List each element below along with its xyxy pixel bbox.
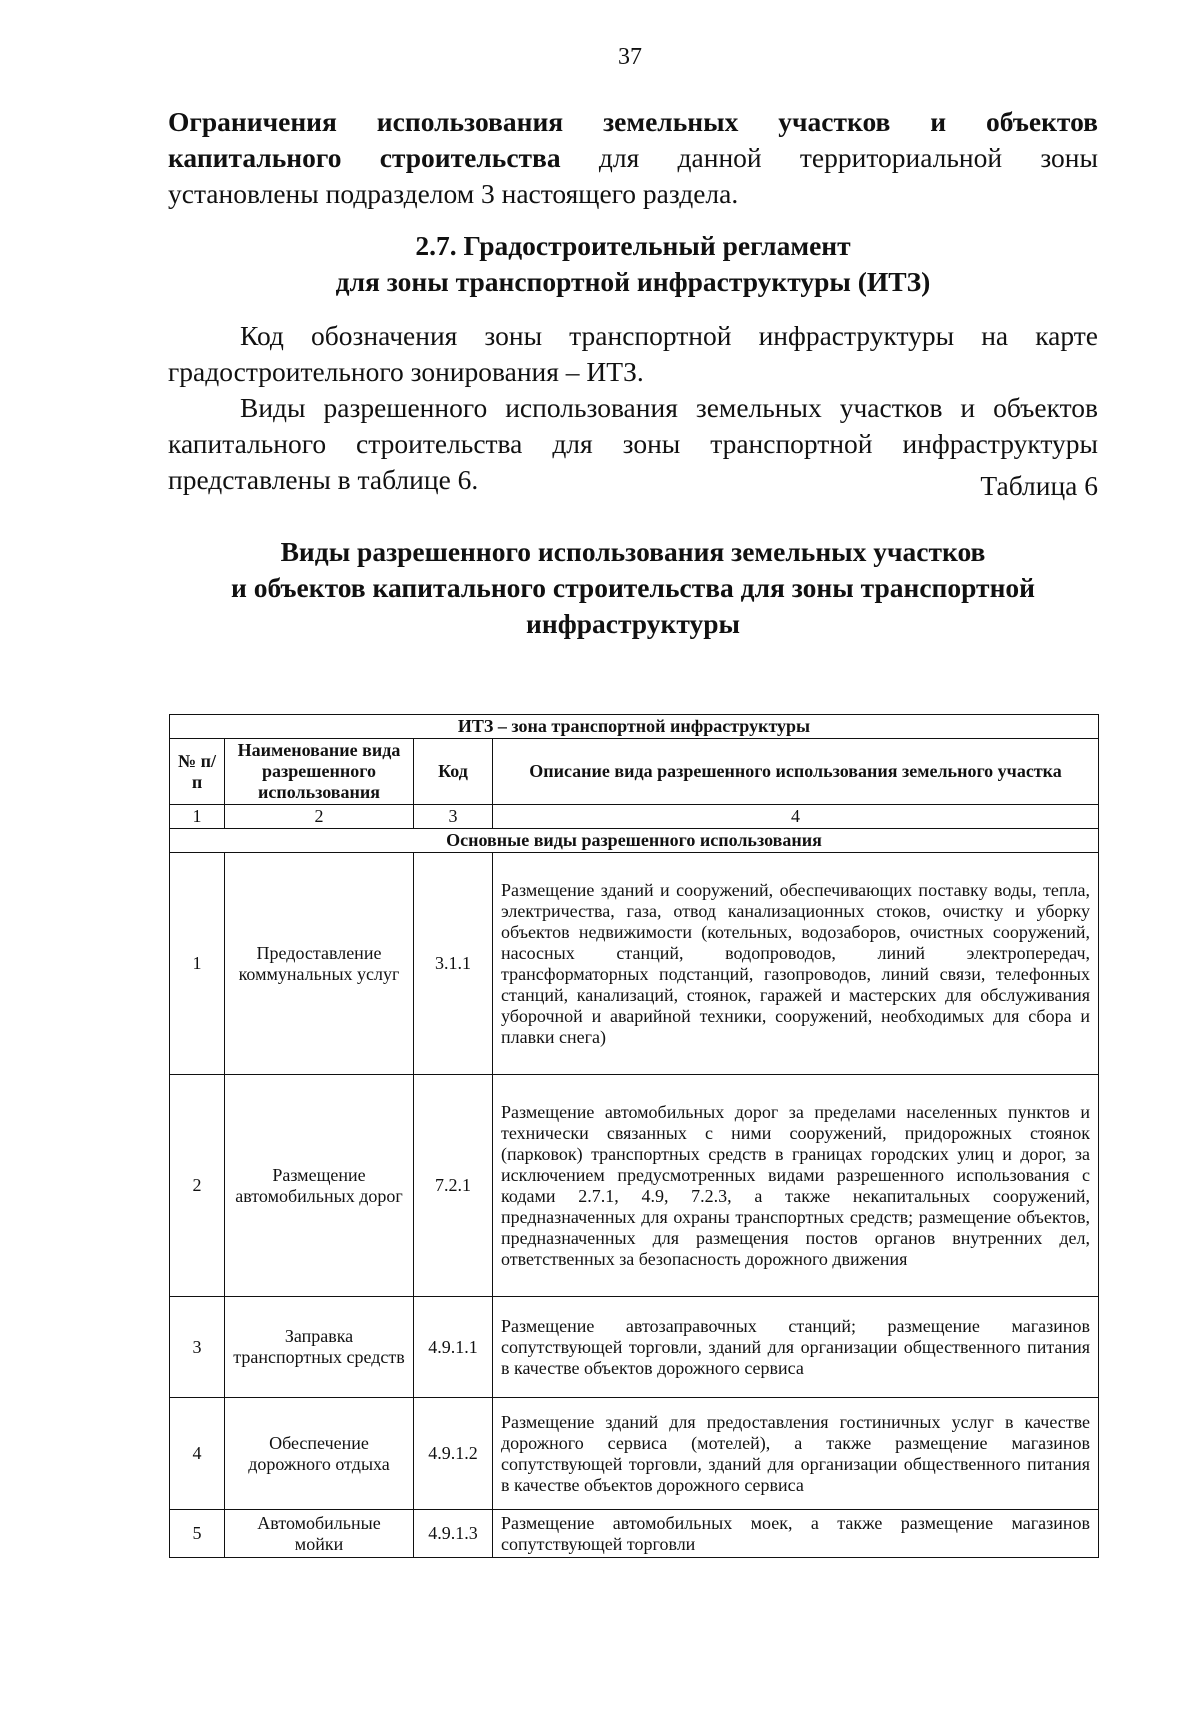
table-title-line1: Виды разрешенного использования земельных участков (280, 536, 986, 567)
table-title (168, 534, 1098, 642)
row-code-cell: 3.1.1 (414, 853, 493, 1075)
row-code-cell: 4.9.1.2 (414, 1398, 493, 1510)
row-description-cell: Размещение зданий для предоставления гостиничных услуг в качестве дорожного сервиса (мотелей), а также размещение магазинов сопутствующей торговли, зданий для организации общественного питания в качестве объектов дорожного сервиса (493, 1398, 1099, 1510)
paragraph-uses-line2: капитального строительства для зоны транспортной инфраструктуры (168, 428, 1098, 459)
row-code-cell: 4.9.1.1 (414, 1297, 493, 1398)
table-label: Таблица 6 (980, 470, 1098, 501)
row-name-cell: Обеспечение дорожного отдыха (225, 1398, 414, 1510)
column-number-cell: 2 (225, 805, 414, 829)
row-num-cell: 3 (170, 1297, 225, 1398)
row-description-cell: Размещение автомобильных дорог за пределами населенных пунктов и технически связанных с ними сооружений, придорожных стоянок (парковок) транспортных средств в границах городских улиц и дорог, за исключением предусмотренных видами разрешенного использования с кодами 2.7.1, 4.9, 7.2.3, а также некапитальных сооружений, предназначенных для охраны транспортных средств; размещение объектов, предназначенных для размещения постов органов внутренних дел, ответственных за безопасность дорожного движения (493, 1075, 1099, 1297)
column-number-cell: 1 (170, 805, 225, 829)
intro-rest-text: для данной территориальной зоны (560, 142, 1098, 173)
header-row (170, 739, 1099, 805)
section-title-row (170, 829, 1099, 853)
row-name-cell: Заправка транспортных средств (225, 1297, 414, 1398)
table-title-line3: инфраструктуры (526, 608, 740, 639)
row-name-cell: Автомобильные мойки (225, 1510, 414, 1558)
header-name: Наименование вида разрешенного использования (225, 739, 414, 805)
section-heading (168, 228, 1098, 300)
table-row (170, 1398, 1099, 1510)
zone-title-row (170, 715, 1099, 739)
row-name-cell: Предоставление коммунальных услуг (225, 853, 414, 1075)
row-code-cell: 7.2.1 (414, 1075, 493, 1297)
paragraph-uses-line1: Виды разрешенного использования земельных участков и объектов (240, 392, 1098, 423)
header-description: Описание вида разрешенного использования земельного участка (493, 739, 1099, 805)
table-title-line2: и объектов капитального строительства для зоны транспортной (230, 572, 1036, 603)
section-heading-line2: для зоны транспортной инфраструктуры (ИТЗ) (335, 266, 931, 297)
header-code: Код (414, 739, 493, 805)
paragraph-zone-code-line1: Код обозначения зоны транспортной инфраструктуры на карте (240, 320, 1098, 351)
row-num-cell: 5 (170, 1510, 225, 1558)
intro-last-line: установлены подразделом 3 настоящего раздела. (168, 178, 739, 209)
paragraph-uses-line3: представлены в таблице 6. (168, 464, 479, 495)
table-row (170, 1075, 1099, 1297)
row-code-cell: 4.9.1.3 (414, 1510, 493, 1558)
column-number-cell: 4 (493, 805, 1099, 829)
paragraph-zone-code-line2: градостроительного зонирования – ИТЗ. (168, 356, 644, 387)
row-description-cell: Размещение зданий и сооружений, обеспечивающих поставку воды, тепла, электричества, газа, отвод канализационных стоков, очистку и уборку объектов недвижимости (котельных, водозаборов, очистных сооружений, насосных станций, водопроводов, линий электропередач, трансформаторных подстанций, газопроводов, линий связи, телефонных станций, канализаций, стоянок, гаражей и мастерских для обслуживания уборочной и аварийной техники, сооружений, необходимых для сбора и плавки снега) (493, 853, 1099, 1075)
table-row (170, 1297, 1099, 1398)
section-heading-line1: 2.7. Градостроительный регламент (415, 230, 851, 261)
zone-title-cell: ИТЗ – зона транспортной инфраструктуры (170, 715, 1099, 739)
row-num-cell: 1 (170, 853, 225, 1075)
table-row (170, 853, 1099, 1075)
row-description-cell: Размещение автомобильных моек, а также размещение магазинов сопутствующей торговли (493, 1510, 1099, 1558)
regulation-table (169, 714, 1099, 1558)
intro-bold-text: Ограничения использования земельных участков и объектов капитального строительства (168, 106, 1098, 173)
column-number-row (170, 805, 1099, 829)
intro-paragraph (168, 104, 1098, 176)
row-num-cell: 2 (170, 1075, 225, 1297)
header-num: № п/п (170, 739, 225, 805)
table-row (170, 1510, 1099, 1558)
row-num-cell: 4 (170, 1398, 225, 1510)
row-name-cell: Размещение автомобильных дорог (225, 1075, 414, 1297)
page-number: 37 (618, 44, 642, 70)
section-title-cell: Основные виды разрешенного использования (170, 829, 1099, 853)
row-description-cell: Размещение автозаправочных станций; размещение магазинов сопутствующей торговли, зданий для организации общественного питания в качестве объектов дорожного сервиса (493, 1297, 1099, 1398)
column-number-cell: 3 (414, 805, 493, 829)
